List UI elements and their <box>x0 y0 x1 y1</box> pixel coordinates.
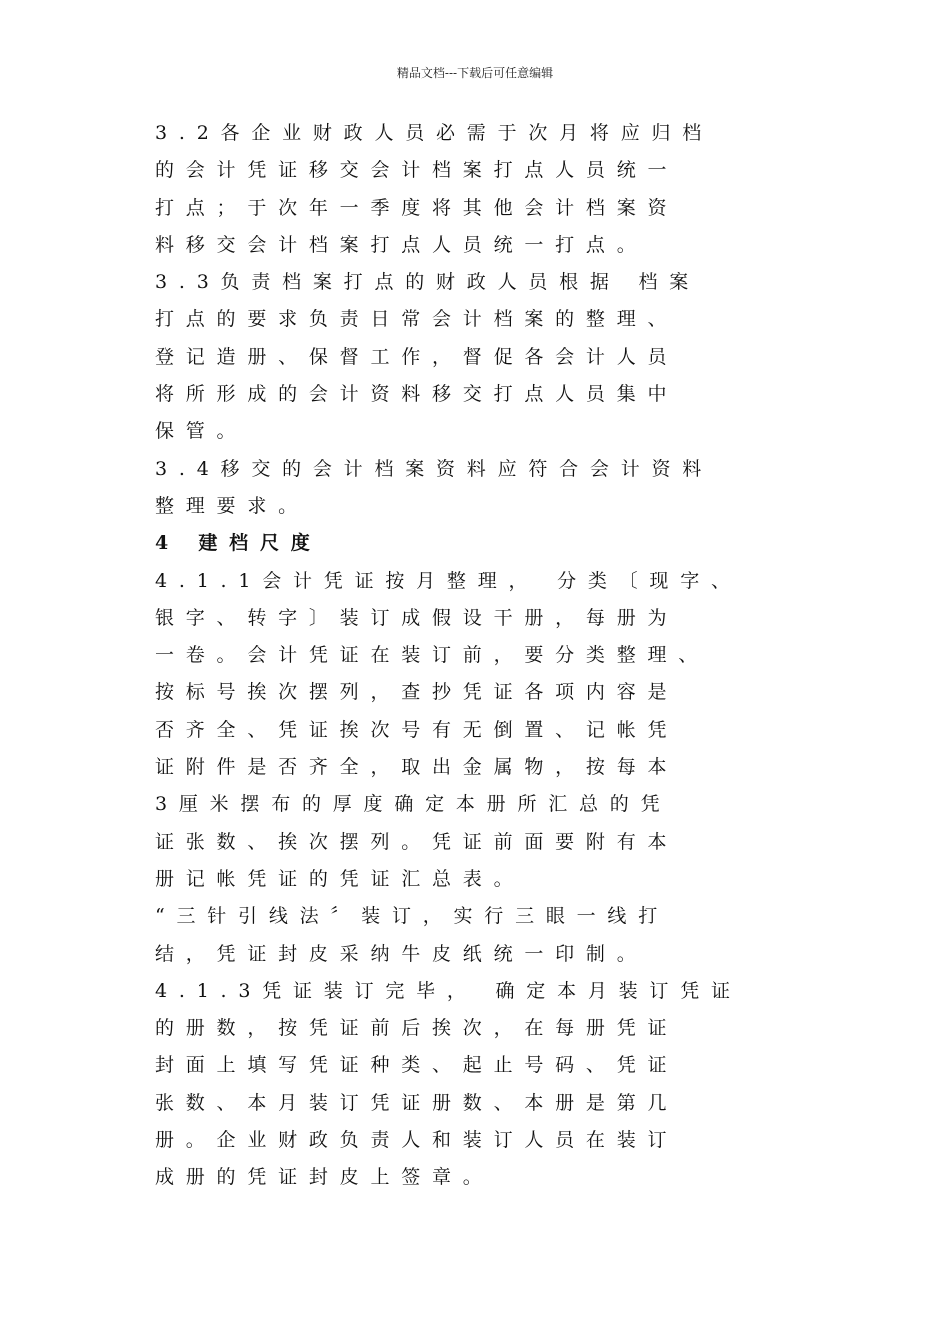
text-line: “三针引线法〞装订，实行三眼一线打 <box>155 905 669 928</box>
text-line: 证附件是否齐全，取出金属物，按每本 <box>155 756 679 779</box>
text-line: 整理要求。 <box>155 494 309 517</box>
text-line: 册。企业财政负责人和装订人员在装订 <box>155 1129 679 1152</box>
text-line: 打点的要求负责日常会计档案的整理、 <box>155 308 679 331</box>
text-line: 3.3负责档案打点的财政人员根据 档案 <box>155 271 701 294</box>
text-line: 结，凭证封皮采纳牛皮纸统一印制。 <box>155 942 648 965</box>
page-header: 精品文档---下载后可任意编辑 <box>396 66 554 80</box>
text-line: 3厘米摆布的厚度确定本册所汇总的凭 <box>155 793 672 816</box>
text-line: 料移交会计档案打点人员统一打点。 <box>155 233 648 256</box>
text-line: 的会计凭证移交会计档案打点人员统一 <box>155 159 679 182</box>
section-heading: 4 建档尺度 <box>155 532 322 555</box>
text-line: 一卷。会计凭证在装订前，要分类整理、 <box>155 644 710 667</box>
text-line: 4.1.1会计凭证按月整理， 分类〔现字、 <box>155 569 742 592</box>
text-line: 登记造册、保督工作，督促各会计人员 <box>155 345 679 368</box>
text-line: 的册数，按凭证前后挨次，在每册凭证 <box>155 1017 679 1040</box>
text-line: 3.2各企业财政人员必需于次月将应归档 <box>155 122 714 144</box>
text-line: 证张数、挨次摆列。凭证前面要附有本 <box>155 830 679 853</box>
text-line: 册记帐凭证的凭证汇总表。 <box>155 867 525 890</box>
text-line: 否齐全、凭证挨次号有无倒置、记帐凭 <box>155 718 679 741</box>
text-line: 保管。 <box>155 420 248 443</box>
text-line: 成册的凭证封皮上签章。 <box>155 1166 494 1189</box>
text-line: 3.4移交的会计档案资料应符合会计资料 <box>155 457 714 480</box>
text-line: 张数、本月装订凭证册数、本册是第几 <box>155 1091 679 1114</box>
text-line: 将所形成的会计资料移交打点人员集中 <box>155 383 679 406</box>
text-line: 打点；于次年一季度将其他会计档案资 <box>155 196 679 219</box>
text-line: 银字、转字〕装订成假设干册，每册为 <box>155 606 679 629</box>
text-line: 按标号挨次摆列，查抄凭证各项内容是 <box>155 681 679 704</box>
document-body <box>155 115 785 1197</box>
text-line: 4.1.3凭证装订完毕， 确定本月装订凭证 <box>155 979 742 1002</box>
text-line: 封面上填写凭证种类、起止号码、凭证 <box>155 1054 679 1077</box>
